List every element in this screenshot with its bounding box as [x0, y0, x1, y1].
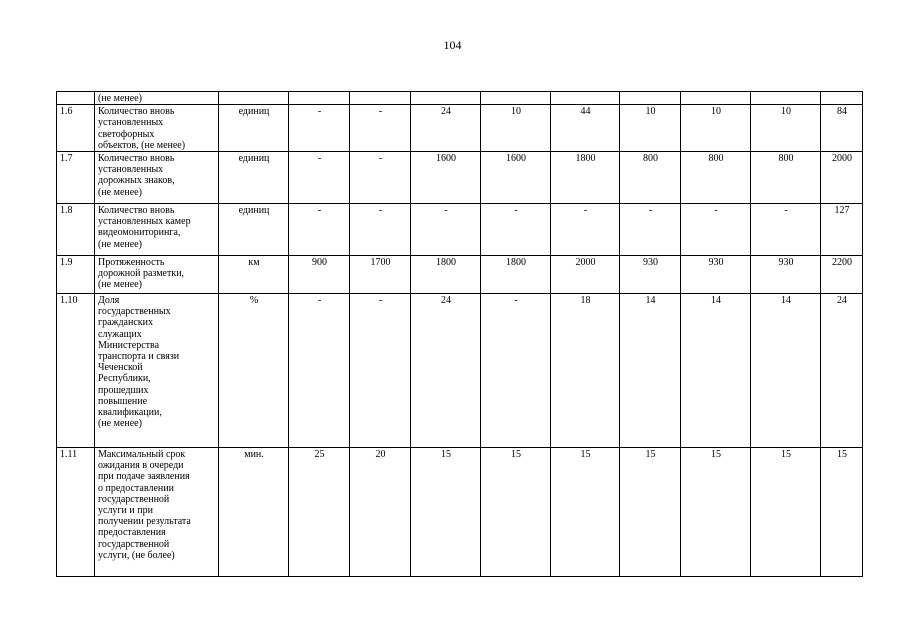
indicator-name: Количество вновь установленных светофорных объектов, (не менее) [98, 106, 186, 151]
indicator-name: Количество вновь установленных дорожных знаков, (не менее) [98, 153, 175, 198]
value-cell: 2000 [551, 256, 620, 294]
value-cell: 44 [551, 105, 620, 152]
value-cell: - [751, 204, 821, 256]
indicator-name-cell [95, 152, 219, 204]
value-cell: 800 [751, 152, 821, 204]
table-row [57, 204, 863, 256]
value-cell: 24 [411, 294, 481, 448]
value-cell [289, 92, 350, 105]
row-number: 1.8 [57, 204, 95, 256]
value-cell: 10 [620, 105, 681, 152]
unit-cell: единиц [219, 105, 289, 152]
value-cell: 14 [681, 294, 751, 448]
value-cell: 15 [821, 448, 863, 577]
indicator-name-cell [95, 204, 219, 256]
unit-cell [219, 92, 289, 105]
value-cell: 14 [751, 294, 821, 448]
value-cell: - [350, 294, 411, 448]
unit-cell: % [219, 294, 289, 448]
value-cell: 10 [751, 105, 821, 152]
value-cell [821, 92, 863, 105]
value-cell: 1700 [350, 256, 411, 294]
indicator-name-cell [95, 92, 219, 105]
value-cell: 1600 [411, 152, 481, 204]
row-number: 1.10 [57, 294, 95, 448]
value-cell: 1800 [411, 256, 481, 294]
indicator-name: Количество вновь установленных камер видеомониторинга, (не менее) [98, 205, 191, 250]
value-cell: 24 [411, 105, 481, 152]
value-cell: 10 [481, 105, 551, 152]
value-cell: - [350, 204, 411, 256]
value-cell: - [481, 294, 551, 448]
value-cell [481, 92, 551, 105]
value-cell: 930 [681, 256, 751, 294]
row-number: 1.11 [57, 448, 95, 577]
value-cell: 2000 [821, 152, 863, 204]
indicator-name-cell [95, 448, 219, 577]
value-cell [350, 92, 411, 105]
indicators-table [56, 91, 863, 577]
indicator-name-cell [95, 294, 219, 448]
value-cell: 930 [751, 256, 821, 294]
value-cell: 15 [481, 448, 551, 577]
value-cell: 15 [751, 448, 821, 577]
unit-cell: единиц [219, 152, 289, 204]
table-row [57, 294, 863, 448]
value-cell: 14 [620, 294, 681, 448]
indicator-name-cell [95, 256, 219, 294]
table-row [57, 256, 863, 294]
value-cell: 15 [411, 448, 481, 577]
value-cell: - [350, 152, 411, 204]
value-cell: 20 [350, 448, 411, 577]
value-cell: - [350, 105, 411, 152]
value-cell: 84 [821, 105, 863, 152]
value-cell: 900 [289, 256, 350, 294]
row-number: 1.9 [57, 256, 95, 294]
row-number: 1.6 [57, 105, 95, 152]
page-number: 104 [443, 38, 462, 52]
table-row [57, 152, 863, 204]
value-cell: - [620, 204, 681, 256]
value-cell: 18 [551, 294, 620, 448]
row-number: 1.7 [57, 152, 95, 204]
indicator-name: (не менее) [98, 93, 142, 104]
indicator-name-cell [95, 105, 219, 152]
value-cell [681, 92, 751, 105]
value-cell [620, 92, 681, 105]
row-number [57, 92, 95, 105]
unit-cell: единиц [219, 204, 289, 256]
value-cell: 800 [620, 152, 681, 204]
value-cell: 930 [620, 256, 681, 294]
value-cell: 800 [681, 152, 751, 204]
value-cell: 24 [821, 294, 863, 448]
table-row [57, 92, 863, 105]
value-cell: - [289, 294, 350, 448]
value-cell: - [681, 204, 751, 256]
indicator-name: Протяженность дорожной разметки, (не менее) [98, 257, 185, 291]
value-cell [411, 92, 481, 105]
value-cell: 15 [681, 448, 751, 577]
value-cell: 15 [551, 448, 620, 577]
value-cell: 10 [681, 105, 751, 152]
value-cell [751, 92, 821, 105]
value-cell: 15 [620, 448, 681, 577]
table-row [57, 105, 863, 152]
value-cell: 127 [821, 204, 863, 256]
value-cell: 1600 [481, 152, 551, 204]
value-cell: - [551, 204, 620, 256]
value-cell: - [289, 152, 350, 204]
table-row [57, 448, 863, 577]
value-cell: - [289, 204, 350, 256]
value-cell [551, 92, 620, 105]
unit-cell: мин. [219, 448, 289, 577]
value-cell: 2200 [821, 256, 863, 294]
value-cell: 25 [289, 448, 350, 577]
value-cell: - [481, 204, 551, 256]
value-cell: 1800 [481, 256, 551, 294]
indicator-name: Максимальный срок ожидания в очереди при подаче заявления о предоставлении государственной услуги и при получении результата предоставления государственной услуги, (не более) [98, 449, 191, 561]
indicator-name: Доля государственных гражданских служащих Министерства транспорта и связи Чеченской Республики, прошедших повышение квалификации, (не менее) [98, 295, 180, 430]
value-cell: 1800 [551, 152, 620, 204]
value-cell: - [289, 105, 350, 152]
value-cell: - [411, 204, 481, 256]
unit-cell: км [219, 256, 289, 294]
